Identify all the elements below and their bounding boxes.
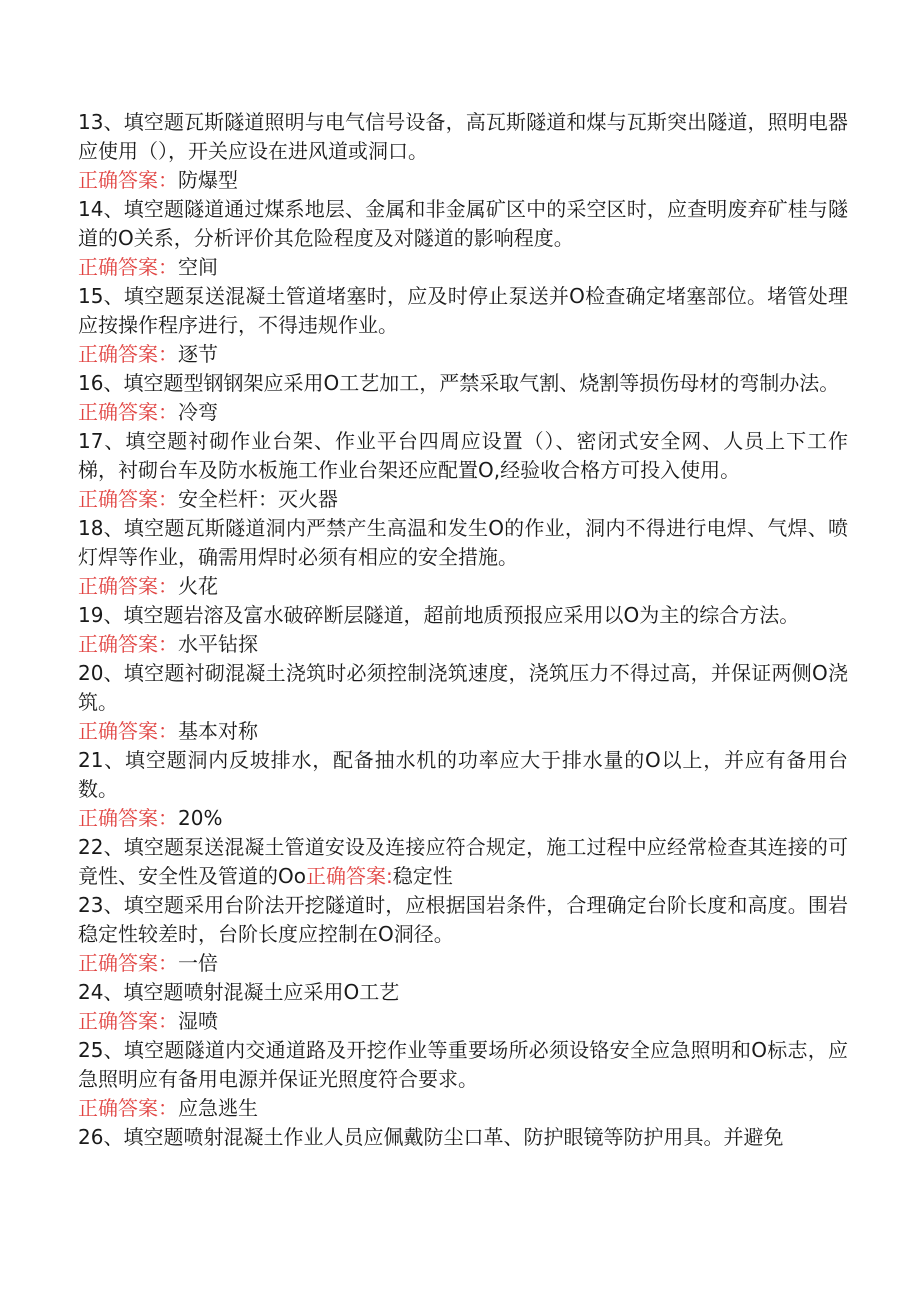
answer-label: 正确答案： [78, 342, 178, 366]
answer-21 [78, 804, 848, 833]
answer-value: 火花 [178, 574, 218, 598]
question-18: 18、填空题瓦斯隧道洞内严禁产生高温和发生O的作业，洞内不得进行电焊、气焊、喷灯焊等作业，确需用焊时必须有相应的安全措施。 [78, 516, 848, 569]
answer-label: 正确答案： [78, 400, 178, 424]
answer-15 [78, 340, 848, 369]
answer-23 [78, 949, 848, 978]
answer-value: 安全栏杆：灭火器 [178, 487, 338, 511]
answer-label: 正确答案： [78, 487, 178, 511]
answer-value: 20% [178, 806, 223, 830]
question-17: 17、填空题衬砌作业台架、作业平台四周应设置（）、密闭式安全网、人员上下工作梯，衬砌台车及防水板施工作业台架还应配置O,经验收合格方可投入使用。 [78, 429, 848, 482]
answer-24 [78, 1007, 848, 1036]
answer-value: 防爆型 [178, 168, 238, 192]
question-16: 16、填空题型钢钢架应采用O工艺加工，严禁采取气割、烧割等损伤母材的弯制办法。 [78, 371, 840, 395]
answer-value: 基本对称 [178, 719, 258, 743]
answer-value: 冷弯 [178, 400, 218, 424]
question-20: 20、填空题衬砌混凝土浇筑时必须控制浇筑速度，浇筑压力不得过高，并保证两侧O浇筑。 [78, 661, 848, 714]
question-22 [78, 833, 848, 891]
question-23: 23、填空题采用台阶法开挖隧道时，应根据国岩条件，合理确定台阶长度和高度。围岩稳定性较差时，台阶长度应控制在O洞径。 [78, 893, 848, 946]
question-22-text: 22、填空题泵送混凝土管道安设及连接应符合规定，施工过程中应经常检查其连接的可竟性、安全性及管道的Oo [78, 835, 848, 888]
answer-label: 正确答案： [78, 1009, 178, 1033]
question-26: 26、填空题喷射混凝土作业人员应佩戴防尘口革、防护眼镜等防护用具。并避免 [78, 1125, 784, 1149]
inline-answer-label: 正确答案: [305, 864, 393, 888]
answer-18 [78, 572, 848, 601]
answer-17 [78, 485, 848, 514]
answer-16 [78, 398, 848, 427]
question-21: 21、填空题洞内反坡排水，配备抽水机的功率应大于排水量的O以上，并应有备用台数。 [78, 748, 848, 801]
answer-14 [78, 253, 848, 282]
question-19: 19、填空题岩溶及富水破碎断层隧道，超前地质预报应采用以O为主的综合方法。 [78, 603, 800, 627]
answer-label: 正确答案： [78, 168, 178, 192]
answer-22: 稳定性 [392, 864, 453, 888]
question-14: 14、填空题隧道通过煤系地层、金属和非金属矿区中的采空区时，应查明废弃矿桂与隧道的O关系，分析评价其危险程度及对隧道的影响程度。 [78, 197, 848, 250]
answer-label: 正确答案： [78, 719, 178, 743]
answer-label: 正确答案： [78, 574, 178, 598]
question-25: 25、填空题隧道内交通道路及开挖作业等重要场所必须设铬安全应急照明和O标志，应急照明应有备用电源并保证光照度符合要求。 [78, 1038, 848, 1091]
answer-value: 应急逃生 [178, 1096, 258, 1120]
answer-13 [78, 166, 848, 195]
answer-label: 正确答案： [78, 632, 178, 656]
answer-19 [78, 630, 848, 659]
answer-label: 正确答案： [78, 951, 178, 975]
question-13: 13、填空题瓦斯隧道照明与电气信号设备，高瓦斯隧道和煤与瓦斯突出隧道，照明电器应使用（），开关应设在进风道或洞口。 [78, 110, 848, 163]
answer-label: 正确答案： [78, 255, 178, 279]
answer-value: 水平钻探 [178, 632, 258, 656]
answer-label: 正确答案： [78, 806, 178, 830]
answer-value: 一倍 [178, 951, 218, 975]
answer-value: 湿喷 [178, 1009, 218, 1033]
answer-label: 正确答案： [78, 1096, 178, 1120]
answer-25 [78, 1094, 848, 1123]
answer-value: 逐节 [178, 342, 218, 366]
question-24: 24、填空题喷射混凝土应采用O工艺 [78, 980, 400, 1004]
question-list [78, 108, 848, 1152]
answer-value: 空间 [178, 255, 218, 279]
question-15: 15、填空题泵送混凝土管道堵塞时，应及时停止泵送并O检查确定堵塞部位。堵管处理应按操作程序进行，不得违规作业。 [78, 284, 848, 337]
answer-20 [78, 717, 848, 746]
